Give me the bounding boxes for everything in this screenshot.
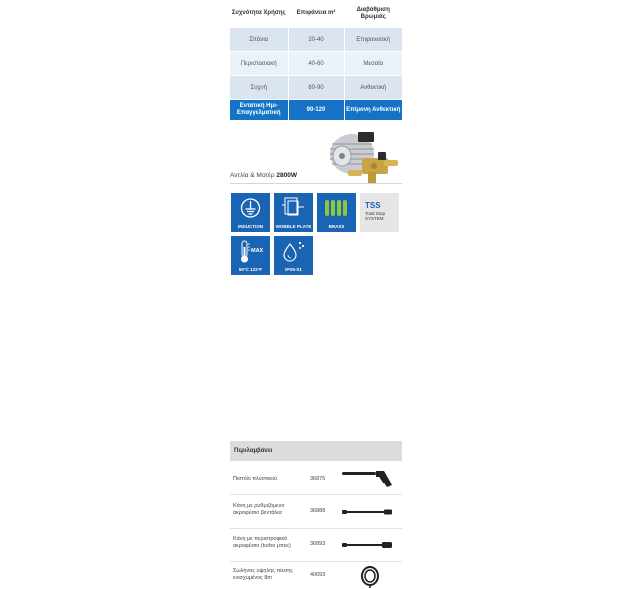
pump-caption-text: Αντλία & Μοτέρ bbox=[230, 172, 275, 179]
usage-table bbox=[230, 0, 402, 120]
pump-power: 2800W bbox=[276, 172, 297, 179]
table-header-row bbox=[230, 0, 402, 28]
max-temp-label: MAX bbox=[251, 248, 264, 254]
feature-max-temperature bbox=[231, 236, 270, 275]
item-code: 40693 bbox=[310, 572, 326, 578]
feature-ipx bbox=[274, 236, 313, 275]
table-cell: Περιστασιακή bbox=[230, 52, 288, 76]
tss-logo: TSS bbox=[365, 201, 381, 210]
item-code: 36893 bbox=[310, 541, 326, 547]
table-row bbox=[230, 76, 402, 100]
wobble-plate-label: WOBBLE PLATE bbox=[275, 224, 312, 229]
item-name: Σωλήνας υψηλής πίεσης ενισχυμένος 8m bbox=[233, 568, 294, 581]
divider bbox=[230, 561, 402, 562]
table-cell: Μεσαία bbox=[344, 52, 402, 76]
feature-wobble-plate bbox=[274, 193, 313, 232]
includes-title: Περιλαμβάνει bbox=[230, 441, 402, 461]
table-row bbox=[230, 28, 402, 52]
spray-gun-icon bbox=[340, 469, 396, 489]
item-name: Κάνη με ρυθμιζόμενο ακροφύσιο βεντάλια bbox=[233, 503, 285, 516]
hose-icon bbox=[358, 564, 382, 588]
table-cell: Ανθεκτική bbox=[344, 76, 402, 100]
list-item bbox=[230, 468, 402, 492]
table-cell: 20-40 bbox=[288, 28, 344, 52]
list-item bbox=[230, 500, 402, 526]
table-cell: 60-90 bbox=[288, 76, 344, 100]
tss-subtitle: Total Stop SYSTEM bbox=[365, 211, 386, 221]
table-cell: Επίμονη Ανθεκτική bbox=[344, 100, 402, 121]
divider bbox=[230, 494, 402, 495]
item-name: Πιστόλι πλυστικού bbox=[233, 476, 278, 482]
max-temp-value: 50°C 122°F bbox=[238, 267, 263, 272]
lance-icon bbox=[340, 507, 396, 517]
feature-brass bbox=[317, 193, 356, 232]
pump-caption bbox=[230, 172, 297, 179]
item-code: 36888 bbox=[310, 508, 326, 514]
table-cell: 90-120 bbox=[288, 100, 344, 121]
feature-total-stop-system bbox=[360, 193, 399, 232]
divider bbox=[230, 183, 402, 184]
pump-motor-image bbox=[318, 130, 404, 188]
ipx-label: IPX5-S1 bbox=[285, 267, 302, 272]
list-item bbox=[230, 533, 402, 559]
header-frequency: Συχνότητα Χρήσης bbox=[230, 0, 288, 28]
table-cell: Συχνή bbox=[230, 76, 288, 100]
brass-label: BRASS bbox=[328, 224, 345, 229]
table-cell: 40-60 bbox=[288, 52, 344, 76]
table-row-highlight bbox=[230, 100, 402, 121]
table-cell: Σπάνια bbox=[230, 28, 288, 52]
header-surface: Επιφάνεια m² bbox=[288, 0, 344, 28]
table-cell: Εντατική Ημι-Επαγγελματική bbox=[230, 100, 288, 121]
turbo-lance-icon bbox=[340, 540, 396, 550]
table-cell: Επιφανειακή bbox=[344, 28, 402, 52]
item-name: Κάνη με περιστροφικό ακροφύσιο (turbo μπεκ) bbox=[233, 536, 291, 549]
table-row bbox=[230, 52, 402, 76]
induction-label: INDUCTION bbox=[238, 224, 263, 229]
feature-induction bbox=[231, 193, 270, 232]
item-code: 36875 bbox=[310, 476, 326, 482]
header-dirt-level: Διαβάθμιση Βρωμιάς bbox=[344, 0, 402, 28]
divider bbox=[230, 528, 402, 529]
list-item bbox=[230, 564, 402, 588]
